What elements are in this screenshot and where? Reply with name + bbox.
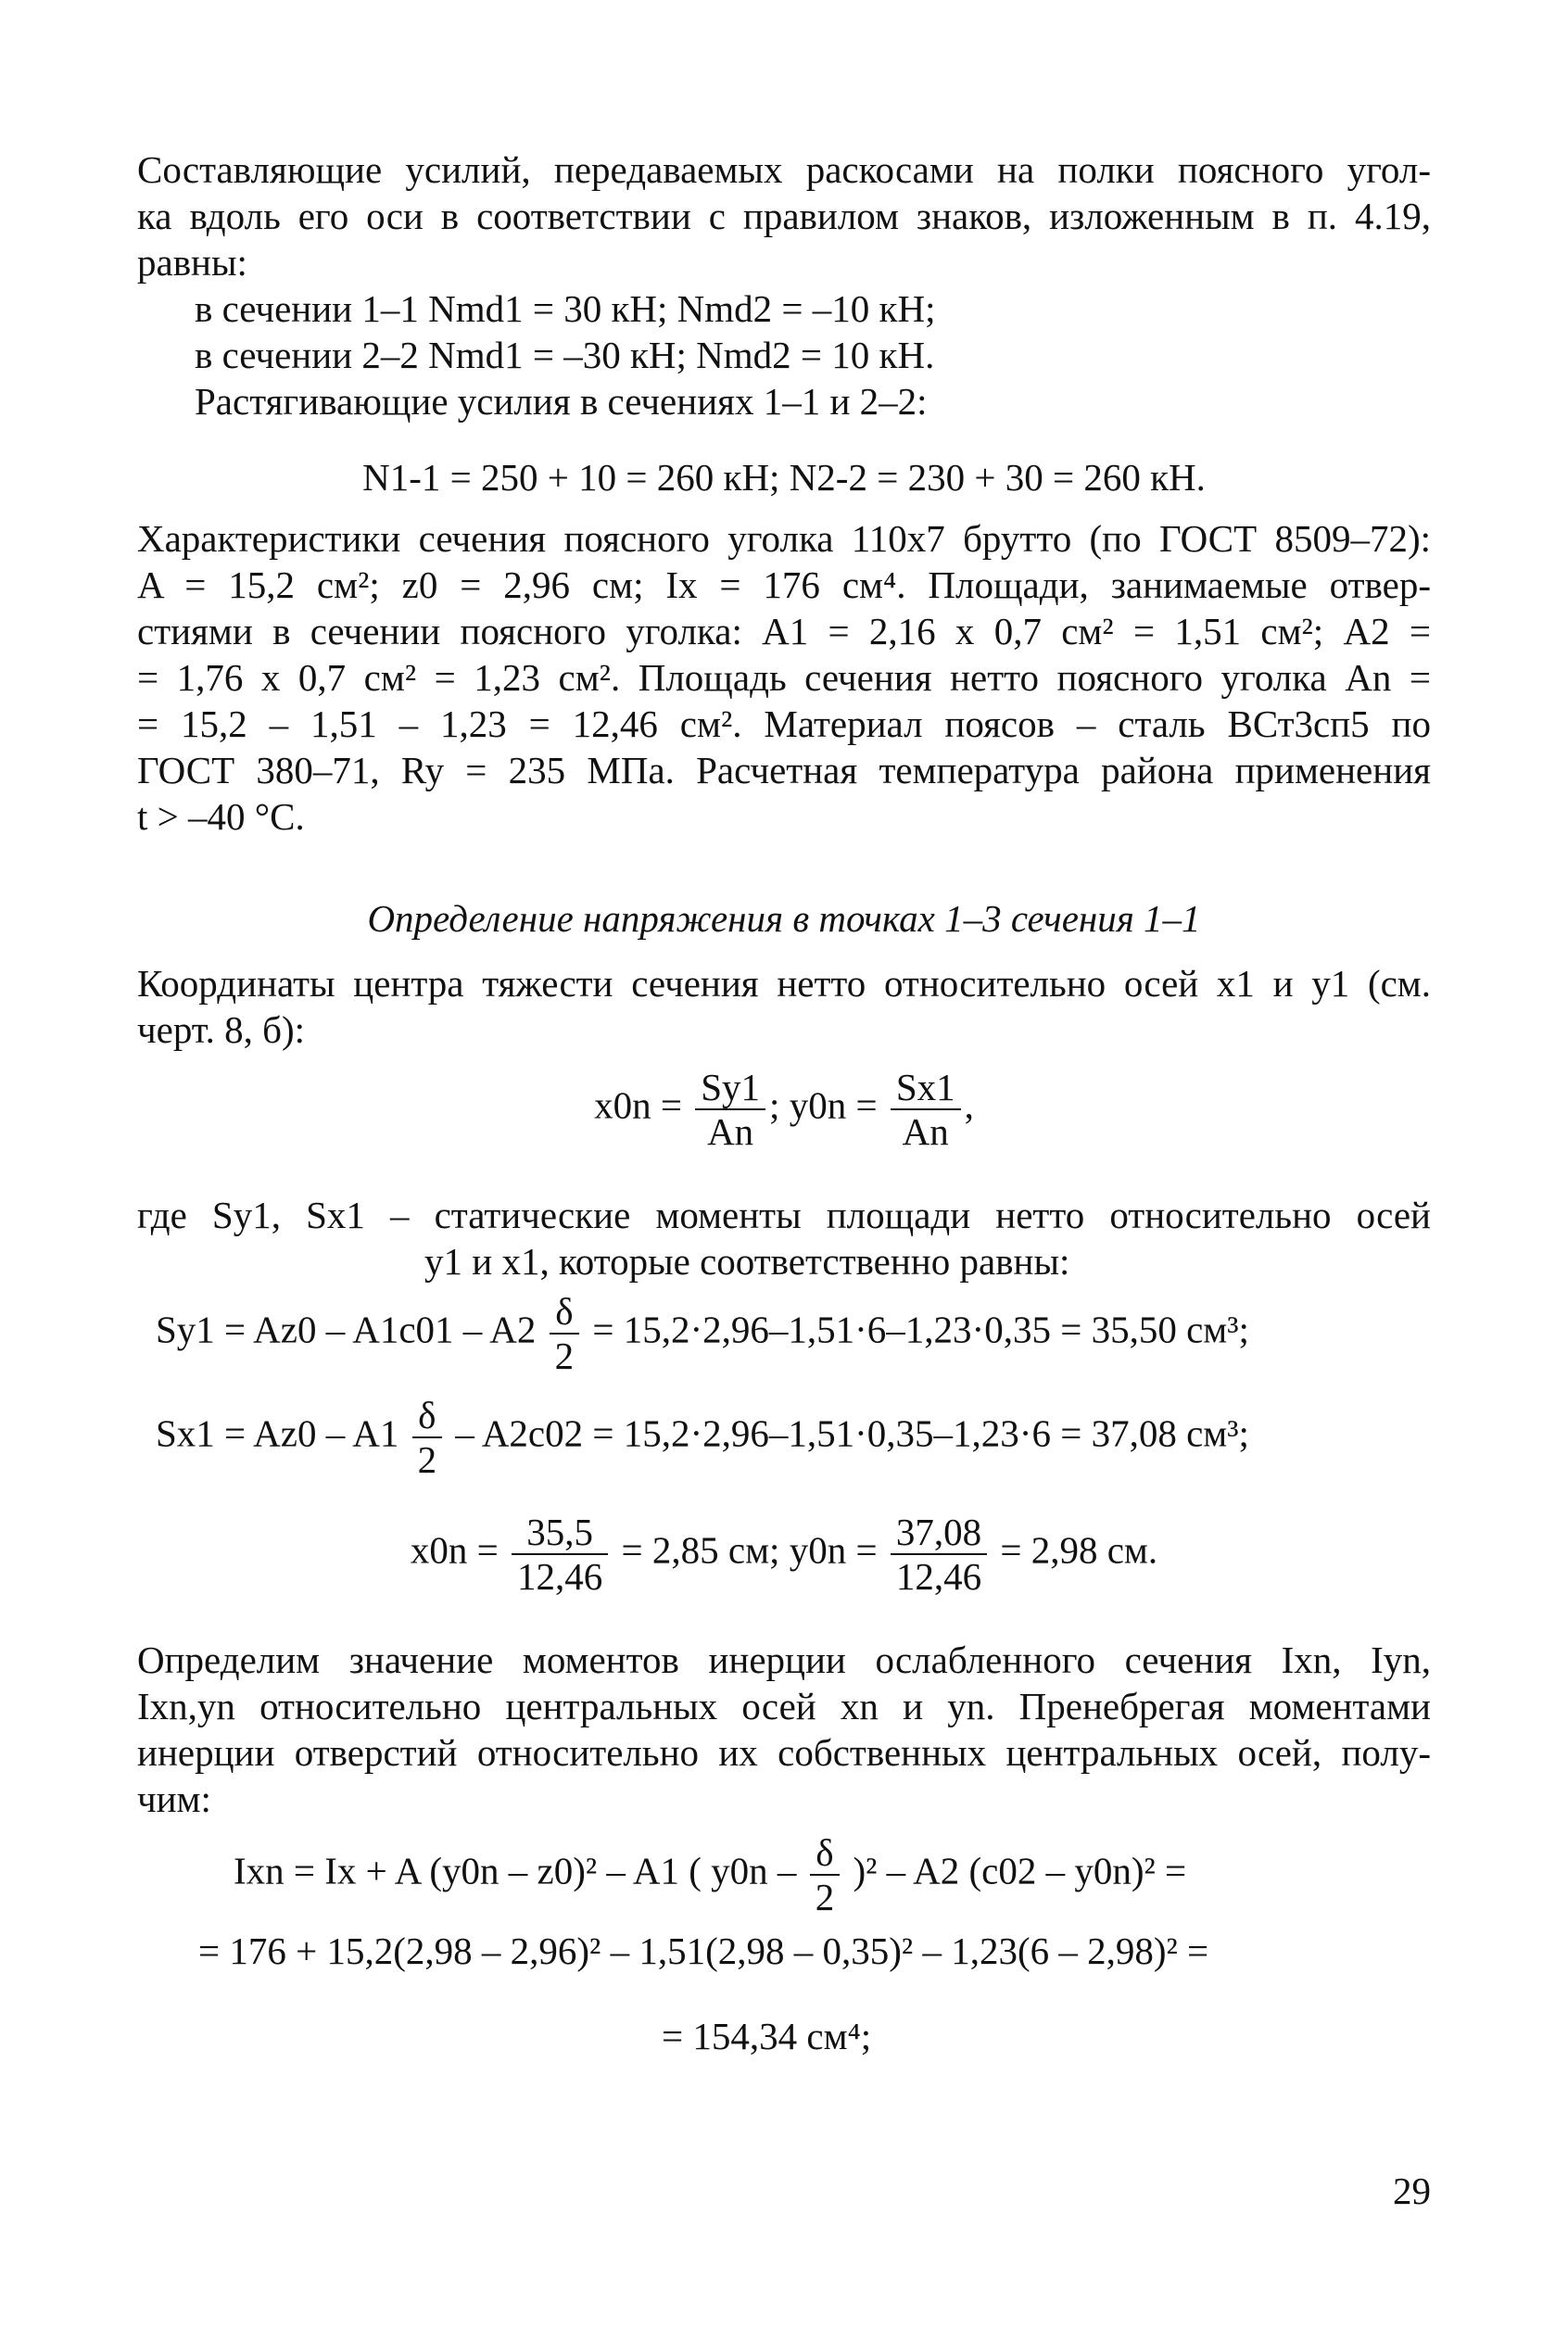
formula-lhs: y0n = bbox=[789, 1083, 878, 1127]
fraction bbox=[891, 1511, 987, 1598]
text-line: Ixn,yn относительно центральных осей xn и yn. Пренебрегая моментами bbox=[137, 1685, 1431, 1727]
numerator: δ bbox=[412, 1394, 443, 1438]
section-forces bbox=[195, 285, 935, 424]
denominator: An bbox=[707, 1110, 754, 1153]
inertia-paragraph bbox=[137, 1637, 1431, 1822]
denominator: 12,46 bbox=[895, 1555, 982, 1598]
formula-right: )² – A2 (c02 – y0n)² = bbox=[853, 1849, 1187, 1892]
text-line: Координаты центра тяжести сечения нетто относительно осей x1 и y1 (см. bbox=[137, 962, 1431, 1005]
fraction bbox=[512, 1511, 608, 1598]
section-heading: Определение напряжения в точках 1–3 сечения 1–1 bbox=[367, 897, 1201, 940]
formula-lhs: x0n = bbox=[410, 1528, 499, 1572]
text-line: Определим значение моментов инерции ослабленного сечения Ixn, Iyn, bbox=[137, 1638, 1431, 1681]
fraction bbox=[810, 1831, 841, 1918]
page-number: 29 bbox=[1393, 2170, 1431, 2212]
section-2-forces: в сечении 2–2 Nmd1 = –30 кН; Nmd2 = 10 кН. bbox=[195, 334, 935, 376]
separator: , bbox=[964, 1083, 974, 1127]
formula-ixn-line2: = 176 + 15,2(2,98 – 2,96)² – 1,51(2,98 – 0,35)² – 1,23(6 – 2,98)² = bbox=[198, 1929, 1209, 1972]
formula-lhs: y0n = bbox=[789, 1528, 878, 1572]
text-line: ка вдоль его оси в соответствии с правилом знаков, изложенным в п. 4.19, bbox=[137, 195, 1431, 237]
formula-left: Ixn = Ix + A (y0n – z0)² – A1 ( y0n – bbox=[234, 1849, 797, 1892]
numerator: Sx1 bbox=[891, 1066, 961, 1110]
fraction bbox=[695, 1066, 765, 1153]
fraction bbox=[550, 1290, 580, 1377]
numerator: 37,08 bbox=[891, 1511, 987, 1555]
formula-values bbox=[0, 1511, 1568, 1598]
text-line: равны: bbox=[137, 241, 247, 284]
text-line: ГОСТ 380–71, Ry = 235 МПа. Расчетная температура района применения bbox=[137, 749, 1431, 791]
text-line: инерции отверстий относительно их собственных центральных осей, полу- bbox=[137, 1731, 1431, 1774]
formula-lhs: x0n = bbox=[594, 1083, 682, 1127]
denominator: 2 bbox=[417, 1438, 437, 1481]
formula-mid: = 2,85 см; bbox=[621, 1528, 780, 1572]
fraction bbox=[412, 1394, 443, 1481]
text-line: y1 и x1, которые соответственно равны: bbox=[424, 1240, 1070, 1283]
formula-left: Sx1 = Az0 – A1 bbox=[156, 1411, 399, 1455]
fraction bbox=[891, 1066, 961, 1153]
formula-sy1 bbox=[156, 1290, 1249, 1377]
section-1-forces: в сечении 1–1 Nmd1 = 30 кН; Nmd2 = –10 кН; bbox=[195, 287, 936, 330]
numerator: δ bbox=[550, 1290, 580, 1335]
denominator: 2 bbox=[554, 1335, 575, 1377]
formula-end: = 2,98 см. bbox=[1000, 1528, 1158, 1572]
characteristics-paragraph bbox=[137, 515, 1431, 840]
formula-ixn bbox=[234, 1831, 1186, 1918]
numerator: 35,5 bbox=[512, 1511, 608, 1555]
text-line: t > –40 °С. bbox=[137, 795, 305, 838]
separator: ; bbox=[769, 1083, 780, 1127]
formula-centroid bbox=[0, 1066, 1568, 1153]
text-line: стиями в сечении поясного уголка: A1 = 2,16 х 0,7 см² = 1,51 см²; A2 = bbox=[137, 610, 1431, 652]
denominator: 2 bbox=[815, 1876, 835, 1918]
denominator: An bbox=[902, 1110, 949, 1153]
intro-paragraph bbox=[137, 146, 1431, 285]
formula-sx1 bbox=[156, 1394, 1249, 1481]
centroid-paragraph bbox=[137, 960, 1431, 1053]
text-line: A = 15,2 см²; z0 = 2,96 см; Ix = 176 см⁴. Площади, занимаемые отвер- bbox=[137, 563, 1431, 606]
denominator: 12,46 bbox=[517, 1555, 603, 1598]
text-line: Характеристики сечения поясного уголка 110х7 брутто (по ГОСТ 8509–72): bbox=[137, 517, 1431, 560]
formula-right: – A2c02 = 15,2·2,96–1,51·0,35–1,23·6 = 37,08 см³; bbox=[455, 1411, 1249, 1455]
formula-left: Sy1 = Az0 – A1c01 – A2 bbox=[156, 1308, 537, 1351]
numerator: Sy1 bbox=[695, 1066, 765, 1110]
where-paragraph bbox=[137, 1192, 1431, 1284]
text-line: = 15,2 – 1,51 – 1,23 = 12,46 см². Материал поясов – сталь ВСт3сп5 по bbox=[137, 702, 1431, 745]
text-line: чим: bbox=[137, 1778, 211, 1820]
text-line: где Sy1, Sx1 – статические моменты площади нетто относительно осей bbox=[137, 1194, 1431, 1236]
text-line: = 1,76 х 0,7 см² = 1,23 см². Площадь сечения нетто поясного уголка An = bbox=[137, 656, 1431, 699]
formula-ixn-line3: = 154,34 см⁴; bbox=[662, 2015, 872, 2057]
text-line: Составляющие усилий, передаваемых раскосами на полки поясного угол- bbox=[137, 148, 1431, 191]
numerator: δ bbox=[810, 1831, 841, 1876]
tension-intro: Растягивающие усилия в сечениях 1–1 и 2–2: bbox=[195, 380, 928, 423]
formula-tension: N1-1 = 250 + 10 = 260 кН; N2-2 = 230 + 30 = 260 кН. bbox=[362, 456, 1206, 499]
formula-right: = 15,2·2,96–1,51·6–1,23·0,35 = 35,50 см³; bbox=[592, 1308, 1249, 1351]
text-line: черт. 8, б): bbox=[137, 1008, 306, 1051]
